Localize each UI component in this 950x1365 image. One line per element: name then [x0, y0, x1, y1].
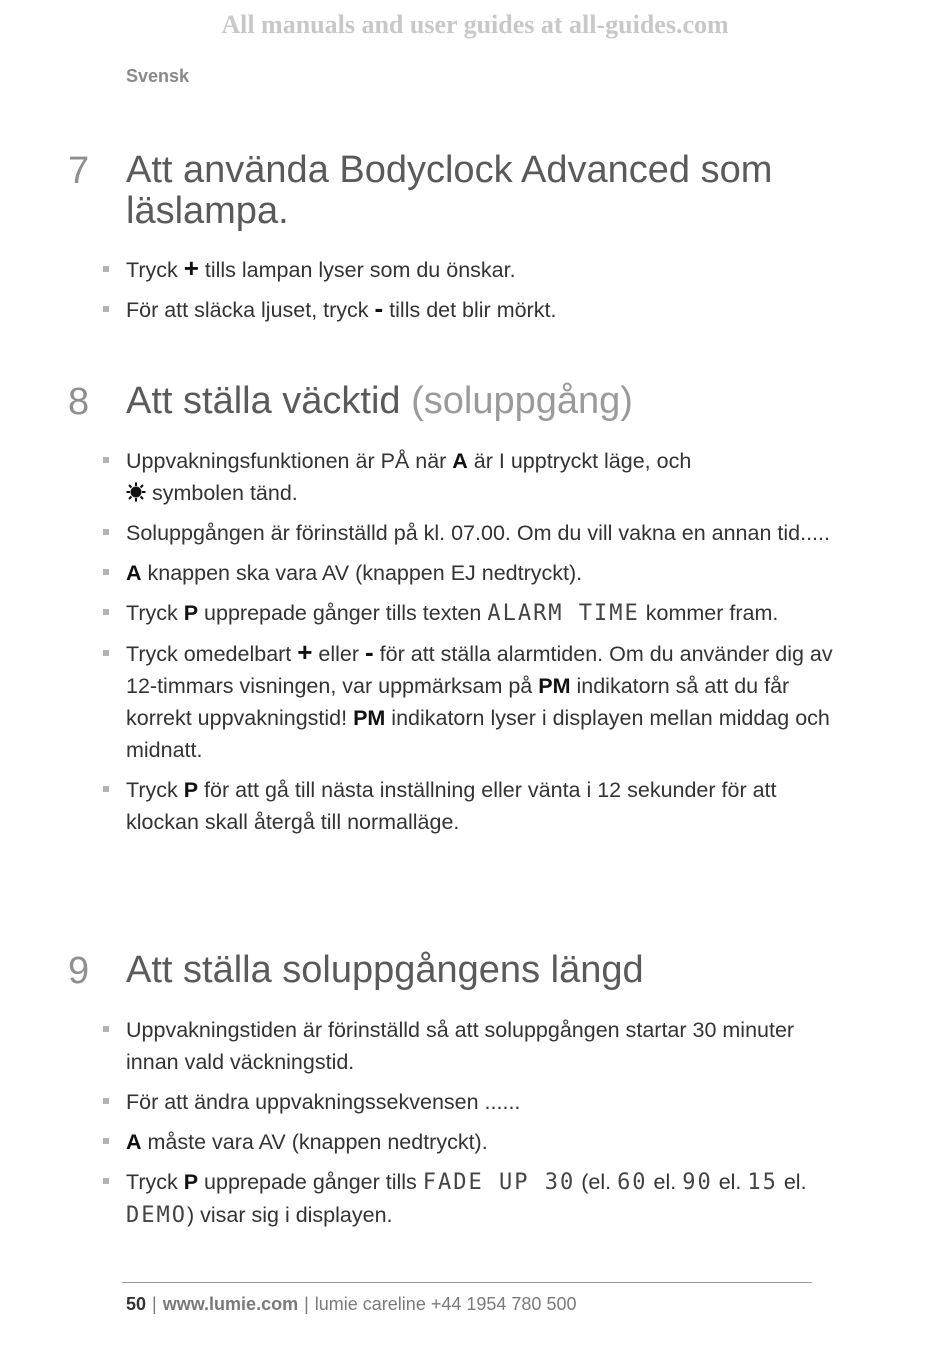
bullet-square-icon — [103, 1138, 109, 1144]
plus-symbol: + — [297, 637, 313, 667]
footer: 50 | www.lumie.com | lumie careline +44 1954 780 500 — [126, 1294, 577, 1314]
bullet-square-icon — [103, 1098, 109, 1104]
section-9-list — [0, 1014, 950, 1232]
lcd-text: ALARM TIME — [487, 601, 640, 626]
list-item: För att släcka ljuset, tryck - tills det blir mörkt. — [0, 294, 836, 326]
bullet-square-icon — [103, 1026, 109, 1032]
bullet-square-icon — [103, 1178, 109, 1184]
title-line-1: Att använda Bodyclock Advanced som — [126, 149, 773, 191]
list-item: Tryck P för att gå till nästa inställning eller vänta i 12 sekunder för att klockan skall återgå till normalläge. — [0, 774, 836, 838]
list-item: Tryck + tills lampan lyser som du önskar. — [0, 254, 836, 286]
lcd-text: 15 — [747, 1170, 778, 1195]
section-number: 8 — [68, 381, 90, 423]
list-item: Uppvakningstiden är förinställd så att soluppgången startar 30 minuter innan vald väckningstid. — [0, 1014, 836, 1078]
careline-text: lumie careline +44 1954 780 500 — [314, 1294, 577, 1314]
bullet-square-icon — [103, 650, 109, 656]
section-title — [126, 150, 846, 232]
section-number: 9 — [68, 950, 90, 992]
bullet-square-icon — [103, 457, 109, 463]
section-title: Att ställa soluppgångens längd — [126, 949, 644, 991]
minus-symbol: - — [374, 293, 384, 323]
language-label: Svensk — [126, 66, 190, 86]
list-item: Tryck P upprepade gånger tills texten ALARM TIME kommer fram. — [0, 597, 836, 630]
list-item: Tryck P upprepade gånger tills FADE UP 30 (el. 60 el. 90 el. 15 el. DEMO) visar sig i displayen. — [0, 1166, 836, 1232]
footer-divider — [122, 1282, 812, 1283]
lcd-text: 90 — [682, 1170, 713, 1195]
bullet-square-icon — [103, 306, 109, 312]
lcd-text: DEMO — [126, 1203, 187, 1228]
bullet-square-icon — [103, 266, 109, 272]
bullet-square-icon — [103, 569, 109, 575]
bullet-square-icon — [103, 609, 109, 615]
minus-symbol: - — [365, 637, 374, 667]
plus-symbol: + — [183, 253, 199, 283]
sun-icon — [126, 482, 146, 502]
website-link[interactable]: www.lumie.com — [162, 1294, 299, 1314]
lcd-text: 60 — [617, 1170, 648, 1195]
list-item: För att ändra uppvakningssekvensen ...... — [0, 1086, 836, 1118]
title-line-2: läslampa. — [126, 190, 289, 232]
list-item: A knappen ska vara AV (knappen EJ nedtryckt). — [0, 557, 836, 589]
list-item: Tryck omedelbart + eller - för att ställa alarmtiden. Om du använder dig av 12-timmars visningen, var uppmärksam på PM indikatorn så att du får korrekt uppvakningstid! PM indikatorn lyser i displayen mellan middag och midnatt. — [0, 638, 836, 766]
watermark: All manuals and user guides at all-guides.com — [221, 10, 729, 39]
bullet-square-icon — [103, 529, 109, 535]
section-7-list — [0, 254, 950, 326]
bullet-square-icon — [103, 786, 109, 792]
section-title: Att ställa väcktid (soluppgång) — [126, 380, 633, 422]
lcd-text: FADE UP 30 — [422, 1170, 576, 1195]
page-number: 50 — [126, 1294, 147, 1314]
section-8-list — [0, 445, 950, 838]
section-number: 7 — [68, 150, 90, 192]
list-item: Uppvakningsfunktionen är PÅ när A är I upptryckt läge, och symbolen tänd. — [0, 445, 836, 509]
list-item: Soluppgången är förinställd på kl. 07.00. Om du vill vakna en annan tid..... — [0, 517, 836, 549]
list-item: A måste vara AV (knappen nedtryckt). — [0, 1126, 836, 1158]
